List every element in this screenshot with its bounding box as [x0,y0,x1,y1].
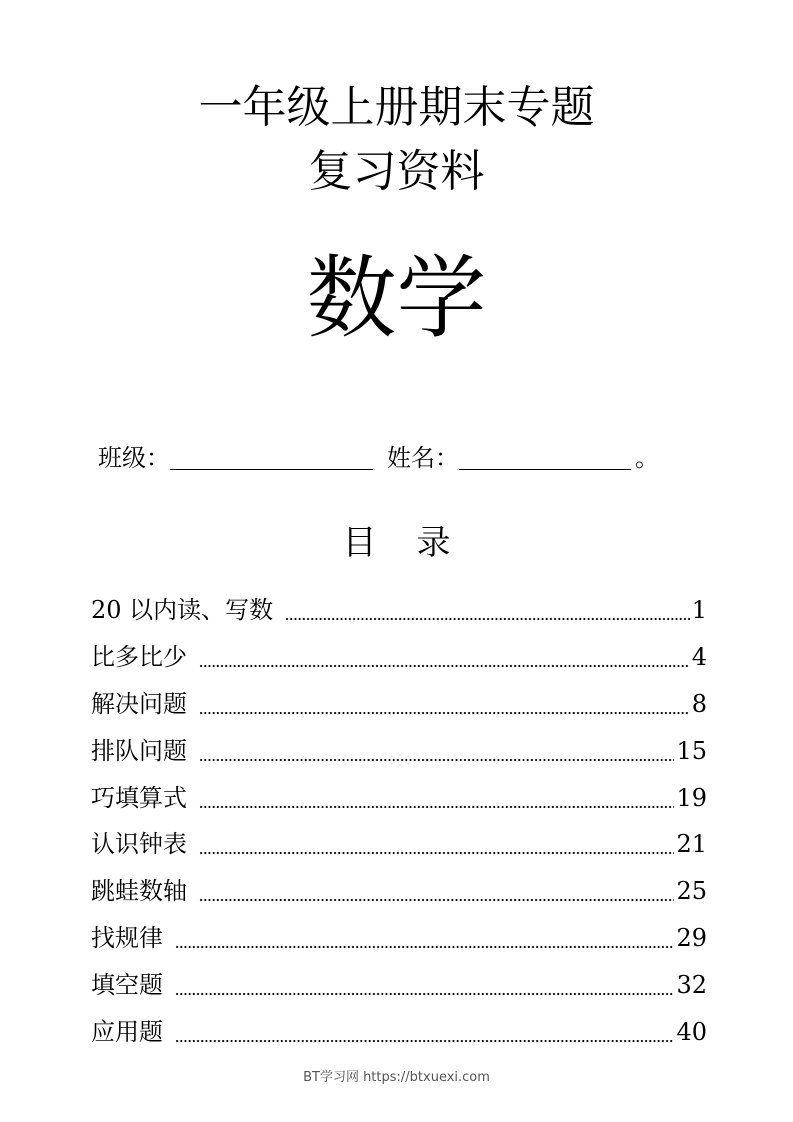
class-label: 班级： [98,444,170,472]
toc-item-page: 4 [691,643,707,672]
toc-item-page: 40 [676,1017,707,1046]
toc-heading [0,523,793,563]
subject-title: 数学 [306,246,487,351]
toc-item-page: 15 [676,736,707,765]
toc-item [91,634,707,681]
toc-item-title: 巧填算式 [91,783,187,812]
toc-item-title: 比多比少 [91,643,187,672]
toc-item [91,727,707,774]
toc-leader-dots [175,1039,674,1043]
name-label: 姓名： [387,444,459,472]
toc-item [91,681,707,728]
toc-item-title: 应用题 [91,1017,163,1046]
toc-item-page: 21 [676,830,707,859]
toc-item-page: 19 [676,783,707,812]
document-title-line-1: 一年级上册期末专题 [198,82,595,133]
toc-item-title: 解决问题 [91,689,187,718]
toc-item-page: 1 [691,596,707,625]
toc-item-page: 29 [676,923,707,952]
toc-item-title: 跳蛙数轴 [91,877,187,906]
class-blank-line [170,441,373,470]
toc-leader-dots [285,617,690,621]
toc-leader-dots [175,945,674,949]
toc-item [91,915,707,962]
toc-leader-dots [199,805,674,809]
toc-heading-char-1: 目 [342,523,377,563]
toc-item-page: 25 [676,877,707,906]
toc-leader-dots [199,898,674,902]
toc-leader-dots [199,851,674,855]
toc-item [91,821,707,868]
footer-watermark: BT学习网 https://btxuexi.com [303,1070,490,1085]
toc-item [91,868,707,915]
toc-item-page: 8 [691,689,707,718]
toc-leader-dots [199,758,674,762]
toc-item-title: 找规律 [91,923,163,952]
toc-item-title: 20 以内读、写数 [91,596,274,625]
table-of-contents [91,587,707,1055]
toc-item-page: 32 [676,970,707,999]
toc-leader-dots [199,664,690,668]
toc-item-title: 认识钟表 [91,830,187,859]
toc-item [91,961,707,1008]
document-title-line-2: 复习资料 [308,146,485,197]
toc-item [91,1008,707,1055]
toc-item [91,587,707,634]
name-blank-line [459,441,631,470]
toc-heading-char-2: 录 [416,523,451,563]
student-info-row [98,436,659,470]
toc-item-title: 填空题 [91,970,163,999]
toc-leader-dots [199,711,690,715]
toc-item [91,774,707,821]
end-mark: 。 [635,444,659,472]
toc-leader-dots [175,992,674,996]
toc-item-title: 排队问题 [91,736,187,765]
